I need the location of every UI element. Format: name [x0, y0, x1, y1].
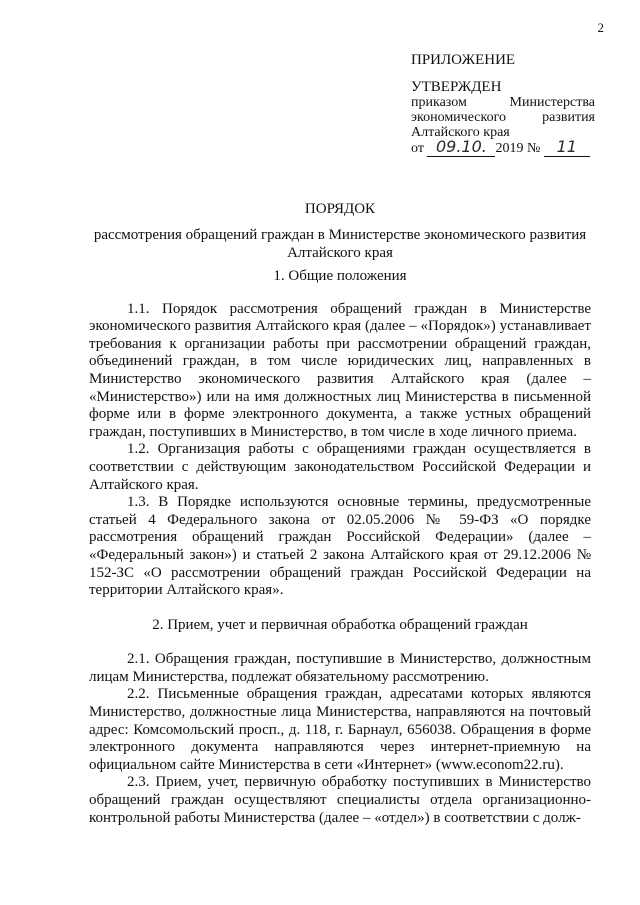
date-field: [427, 137, 495, 157]
number-field: [544, 137, 590, 157]
paragraph: 1.3. В Порядке используются основные термины, предусмотренные статьей 4 Федерального закона от 02.05.2006 № 59-ФЗ «О порядке рассмотрения обращений граждан Российской Федерации» (далее – «Федеральный закон») и статьей 2 закона Алтайского края от 29.12.2006 № 152-ЗС «О рассмотрении обращений граждан Российской Федерации на территории Алтайского края».: [89, 494, 591, 599]
approval-line: экономического развития: [411, 110, 595, 125]
title-main: ПОРЯДОК: [304, 201, 376, 217]
paragraph: 2.1. Обращения граждан, поступившие в Министерство, должностным лицам Министерства, подлежат обязательному рассмотрению.: [89, 651, 591, 685]
approval-line: Алтайского края: [411, 125, 510, 140]
paragraph: 1.2. Организация работы с обращениями граждан осуществляется в соответствии с действующим законодательством Российской Федерации и Алтайского края.: [89, 441, 591, 493]
paragraph: 2.3. Прием, учет, первичную обработку поступивших в Министерство обращений граждан осуществляют специалисты отдела организационно-контрольной работы Министерства (далее – «отдел») в соответствии с долж-: [89, 774, 591, 826]
handwritten-number: 11: [556, 137, 577, 156]
appendix-heading: ПРИЛОЖЕНИЕ: [411, 52, 516, 68]
page-number: 2: [597, 20, 604, 35]
paragraph: 2.2. Письменные обращения граждан, адресатами которых являются Министерство, должностные лица Министерства, направляются на почтовый адрес: Комсомольский просп., д. 118, г. Барнаул, 656038. Обращения в форме электронного документа направляются через интернет-приемную на официальном сайте Министерства в сети «Интернет» (www.econom22.ru).: [89, 686, 591, 773]
approval-block: [411, 53, 595, 157]
handwritten-date: 09.10.: [435, 137, 487, 156]
section-heading: 1. Общие положения: [273, 268, 407, 284]
paragraph: 1.1. Порядок рассмотрения обращений граждан в Министерстве экономического развития Алтайского края (далее – «Порядок») устанавливает требования к организации работы при рассмотрении обращений граждан, объединений граждан, в том числе юридических лиц, направленных в Министерство экономического развития Алтайского края (далее – «Министерство») или на имя должностных лиц Министерства в письменной форме или в форме электронного документа, а также устных обращений граждан, поступивших в Министерство, в том числе в ходе личного приема.: [89, 300, 591, 440]
title-subtitle: рассмотрения обращений граждан в Министерстве экономического развития Алтайского края: [93, 227, 587, 261]
number-sign: №: [526, 141, 541, 156]
approval-date-line: [411, 137, 595, 157]
approval-year: 2019: [495, 141, 524, 156]
document-title: [90, 200, 590, 262]
document-body: [89, 268, 591, 827]
approval-line: приказом Министерства: [411, 95, 595, 110]
section-heading: 2. Прием, учет и первичная обработка обращений граждан: [152, 616, 528, 633]
approved-heading: УТВЕРЖДЕН: [411, 79, 502, 95]
date-prefix: от: [411, 141, 424, 156]
